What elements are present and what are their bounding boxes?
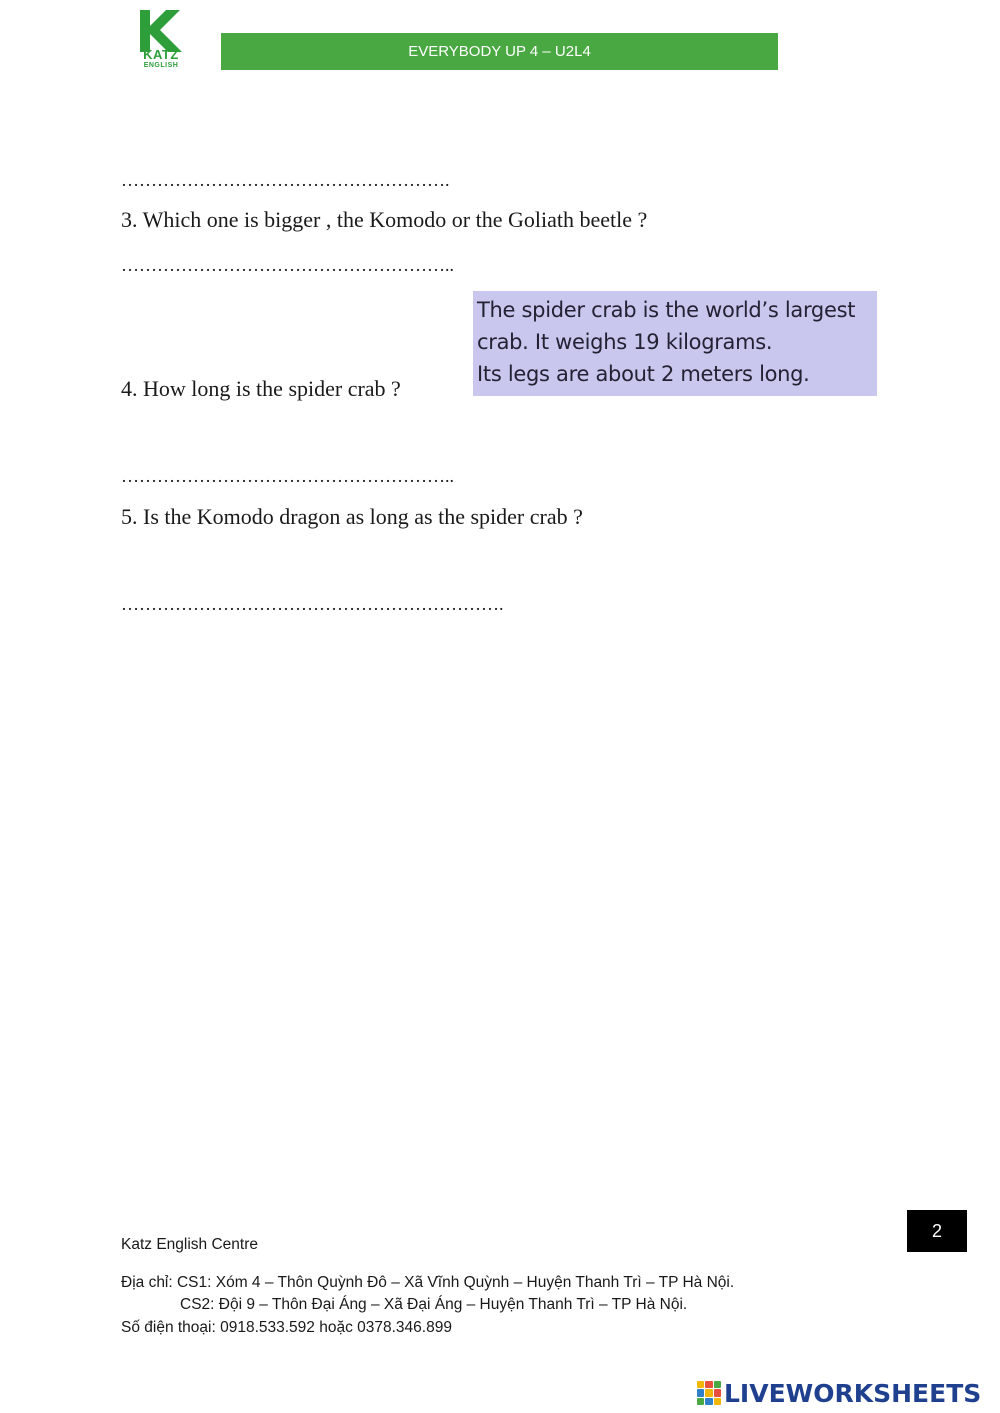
footer-address-2: CS2: Đội 9 – Thôn Đại Áng – Xã Đại Áng – Huyện Thanh Trì – TP Hà Nội. (180, 1296, 688, 1313)
footer-centre-name: Katz English Centre (121, 1236, 258, 1253)
page-number-badge (907, 1210, 967, 1252)
liveworksheets-grid-icon (697, 1381, 721, 1405)
spider-crab-info-box (473, 291, 877, 396)
info-line-1: The spider crab is the world’s largest (477, 298, 856, 322)
footer-phone: Số điện thoại: 0918.533.592 hoặc 0378.346.899 (121, 1319, 452, 1336)
question-4: 4. How long is the spider crab ? (121, 376, 401, 401)
answer-line-5[interactable]: ………………………………………………………. (121, 594, 504, 614)
answer-line-2[interactable]: ………………………………………………. (121, 170, 450, 190)
logo-line-1: KATZ (143, 47, 179, 62)
info-line-2: crab. It weighs 19 kilograms. (477, 330, 773, 354)
watermark-text: LIVEWORKSHEETS (724, 1378, 982, 1408)
header-title-bar (221, 33, 778, 70)
info-line-3: Its legs are about 2 meters long. (477, 362, 810, 386)
question-5: 5. Is the Komodo dragon as long as the spider crab ? (121, 504, 583, 529)
question-3: 3. Which one is bigger , the Komodo or the Goliath beetle ? (121, 207, 648, 232)
page-title: EVERYBODY UP 4 – U2L4 (408, 43, 591, 60)
answer-line-3[interactable]: ……………………………………………….. (121, 255, 454, 275)
page-number: 2 (931, 1220, 942, 1241)
answer-line-4[interactable]: ……………………………………………….. (121, 466, 454, 486)
footer-address-1: Địa chỉ: CS1: Xóm 4 – Thôn Quỳnh Đô – Xã Vĩnh Quỳnh – Huyện Thanh Trì – TP Hà Nội. (121, 1274, 735, 1291)
logo-line-2: ENGLISH (143, 62, 179, 69)
logo-wordmark (136, 48, 186, 69)
liveworksheets-watermark[interactable] (697, 1378, 981, 1408)
